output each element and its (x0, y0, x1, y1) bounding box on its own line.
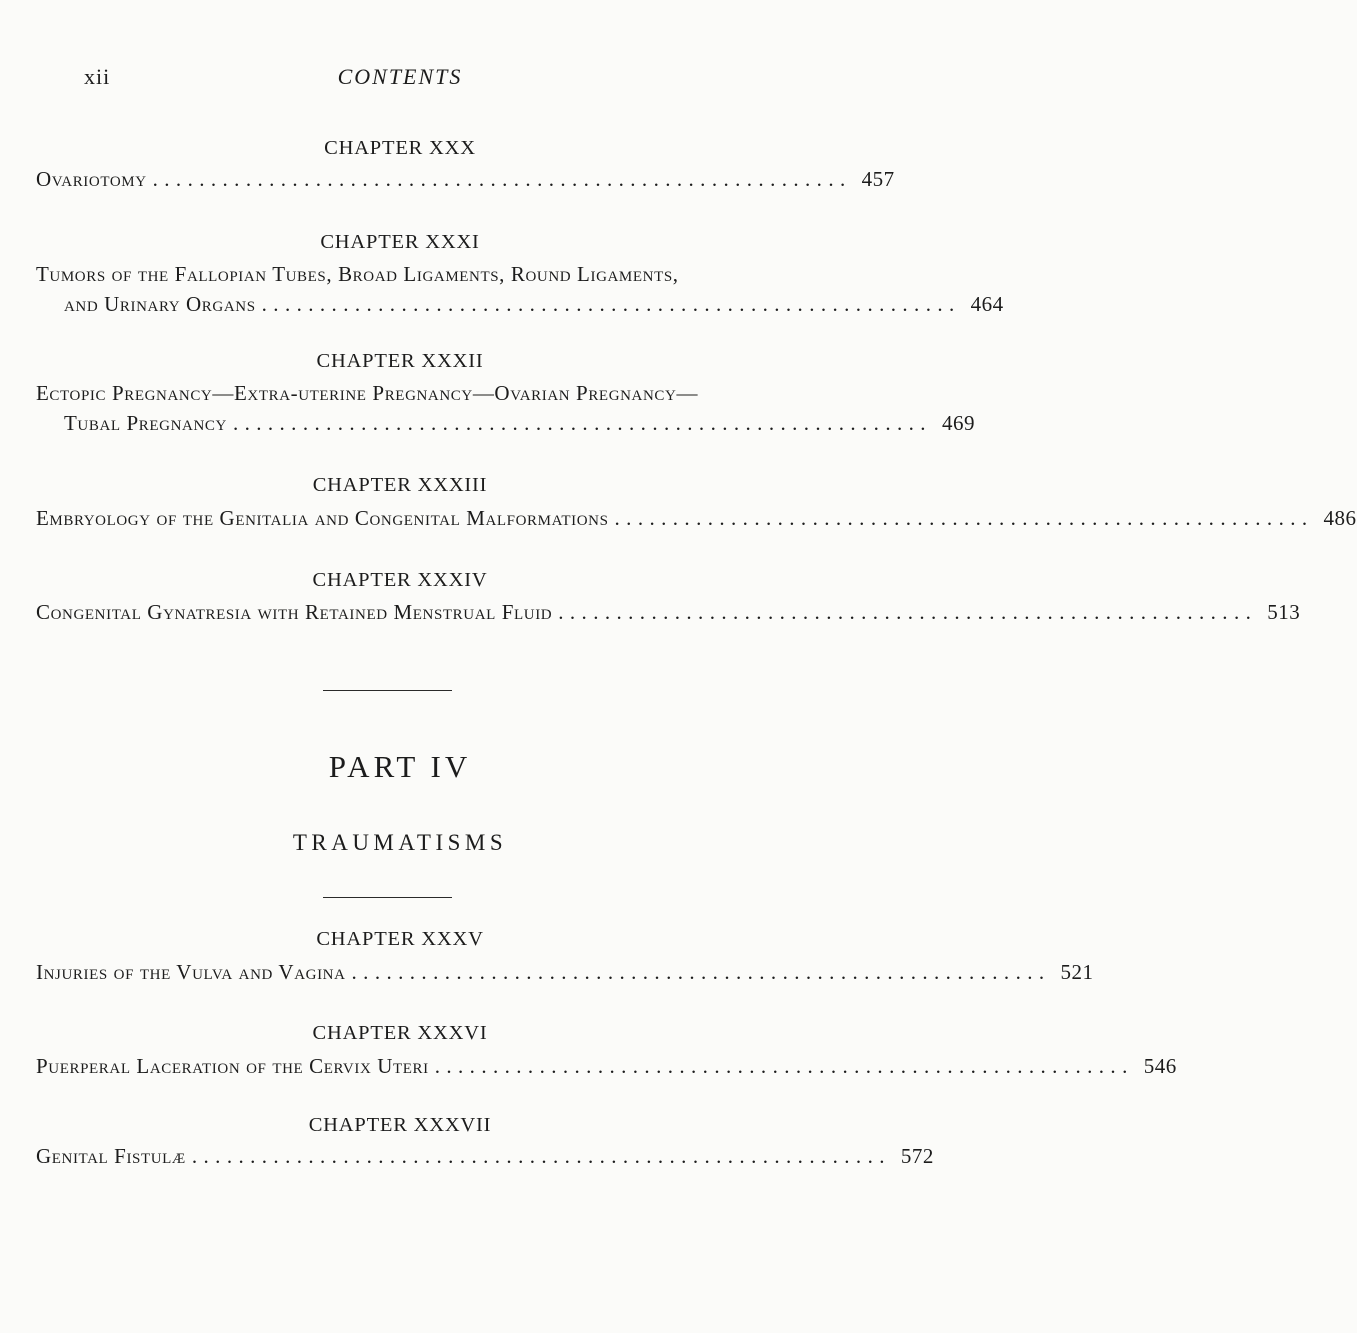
part-title: PART IV (328, 749, 472, 784)
chapter-heading: CHAPTER XXXIII (312, 474, 488, 496)
page-ref: 464 (970, 292, 1004, 316)
running-title: CONTENTS (337, 64, 463, 89)
page-ref: 572 (900, 1144, 934, 1168)
entry-title-continued: and Urinary Organs (64, 292, 256, 316)
entry-title: Puerperal Laceration of the Cervix Uteri (36, 1054, 429, 1078)
dot-leader: ............................................................ (558, 600, 1258, 624)
chapter-heading: CHAPTER XXX (324, 137, 476, 159)
dot-leader: ............................................................ (152, 167, 852, 191)
page-ref: 546 (1143, 1054, 1177, 1078)
chapter-heading: CHAPTER XXXIV (312, 569, 488, 591)
divider-rule (323, 690, 452, 691)
dot-leader: ............................................................ (191, 1144, 891, 1168)
entry-title: Embryology of the Genitalia and Congenital Malformations (36, 506, 609, 530)
running-head (0, 64, 800, 94)
page-number: xii (84, 64, 111, 89)
toc-entry[interactable] (36, 600, 1301, 630)
page-ref: 469 (941, 411, 975, 435)
entry-title: Ovariotomy (36, 167, 147, 191)
divider-rule (323, 897, 452, 898)
dot-leader: ............................................................ (351, 960, 1051, 984)
chapter-heading: CHAPTER XXXI (320, 231, 480, 253)
toc-entry[interactable] (36, 1054, 1177, 1084)
toc-entry[interactable] (36, 1144, 934, 1174)
part-subtitle: TRAUMATISMS (292, 830, 508, 855)
dot-leader: ............................................................ (261, 292, 961, 316)
dot-leader: ............................................................ (614, 506, 1314, 530)
entry-title: Congenital Gynatresia with Retained Menstrual Fluid (36, 600, 553, 624)
dot-leader: ............................................................ (434, 1054, 1134, 1078)
chapter-heading: CHAPTER XXXVII (308, 1114, 492, 1136)
page-ref: 521 (1060, 960, 1094, 984)
entry-title: Injuries of the Vulva and Vagina (36, 960, 346, 984)
toc-entry[interactable] (36, 506, 1357, 536)
toc-entry[interactable] (36, 262, 1004, 322)
dot-leader: ............................................................ (232, 411, 932, 435)
page-ref: 457 (861, 167, 895, 191)
entry-title: Genital Fistulæ (36, 1144, 186, 1168)
toc-entry[interactable] (36, 960, 1094, 990)
entry-title: Tumors of the Fallopian Tubes, Broad Ligaments, Round Ligaments, (36, 262, 679, 286)
entry-title: Ectopic Pregnancy—Extra-uterine Pregnancy—Ovarian Pregnancy— (36, 381, 699, 405)
chapter-heading: CHAPTER XXXV (316, 928, 484, 950)
page-ref: 486 (1323, 506, 1357, 530)
toc-entry[interactable] (36, 167, 895, 197)
chapter-heading: CHAPTER XXXII (316, 350, 484, 372)
entry-title-continued: Tubal Pregnancy (64, 411, 227, 435)
toc-entry[interactable] (36, 381, 975, 441)
page-ref: 513 (1267, 600, 1301, 624)
chapter-heading: CHAPTER XXXVI (312, 1022, 488, 1044)
